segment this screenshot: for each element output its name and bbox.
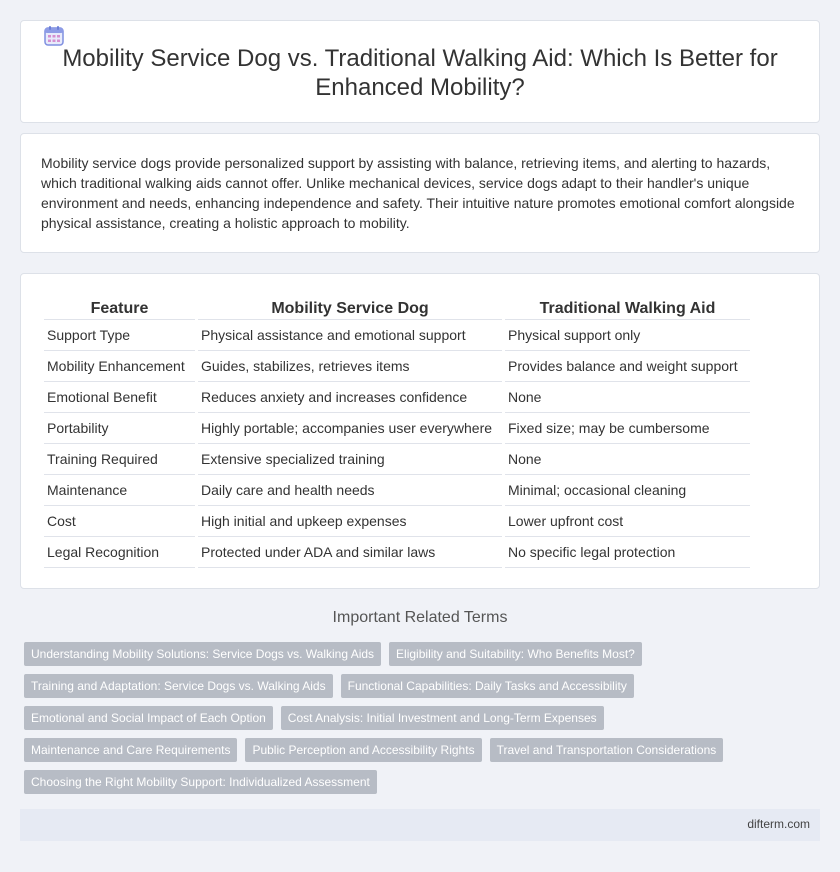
cell-service-dog: Reduces anxiety and increases confidence bbox=[198, 382, 502, 413]
table-row bbox=[44, 537, 750, 568]
cell-service-dog: Guides, stabilizes, retrieves items bbox=[198, 351, 502, 382]
related-term-link[interactable]: Functional Capabilities: Daily Tasks and Accessibility bbox=[341, 674, 634, 698]
footer-site-name[interactable]: difterm.com bbox=[747, 817, 810, 831]
cell-walking-aid: Provides balance and weight support bbox=[505, 351, 750, 382]
cell-service-dog: Highly portable; accompanies user everywhere bbox=[198, 413, 502, 444]
related-terms-heading: Important Related Terms bbox=[332, 609, 508, 626]
cell-service-dog: Protected under ADA and similar laws bbox=[198, 537, 502, 568]
table-row bbox=[44, 444, 750, 475]
cell-service-dog: Physical assistance and emotional support bbox=[198, 320, 502, 351]
cell-service-dog: High initial and upkeep expenses bbox=[198, 506, 502, 537]
table-row bbox=[44, 382, 750, 413]
cell-walking-aid: No specific legal protection bbox=[505, 537, 750, 568]
cell-service-dog: Daily care and health needs bbox=[198, 475, 502, 506]
cell-walking-aid: None bbox=[505, 382, 750, 413]
cell-feature: Portability bbox=[44, 413, 195, 444]
cell-walking-aid: Lower upfront cost bbox=[505, 506, 750, 537]
comparison-card bbox=[20, 273, 820, 589]
table-row bbox=[44, 475, 750, 506]
related-term-link[interactable]: Cost Analysis: Initial Investment and Long-Term Expenses bbox=[281, 706, 604, 730]
table-row bbox=[44, 506, 750, 537]
table-row bbox=[44, 413, 750, 444]
intro-paragraph: Mobility service dogs provide personalized support by assisting with balance, retrieving items, and alerting to hazards, which traditional walking aids cannot offer. Unlike mechanical devices, service dogs adapt to their handler's unique environment and needs, enhancing independence and safety. Their intuitive nature promotes emotional comfort alongside physical assistance, creating a holistic approach to mobility. bbox=[41, 155, 795, 231]
related-term-link[interactable]: Public Perception and Accessibility Rights bbox=[245, 738, 481, 762]
cell-feature: Training Required bbox=[44, 444, 195, 475]
related-terms-list bbox=[24, 642, 764, 794]
related-term-link[interactable]: Understanding Mobility Solutions: Service Dogs vs. Walking Aids bbox=[24, 642, 381, 666]
header-card bbox=[20, 20, 820, 123]
cell-feature: Emotional Benefit bbox=[44, 382, 195, 413]
cell-feature: Support Type bbox=[44, 320, 195, 351]
page-title: Mobility Service Dog vs. Traditional Walking Aid: Which Is Better for Enhanced Mobility? bbox=[62, 45, 778, 101]
table-row bbox=[44, 351, 750, 382]
intro-card bbox=[20, 133, 820, 253]
related-term-link[interactable]: Maintenance and Care Requirements bbox=[24, 738, 237, 762]
header-service-dog: Mobility Service Dog bbox=[198, 296, 502, 320]
related-term-link[interactable]: Eligibility and Suitability: Who Benefits Most? bbox=[389, 642, 642, 666]
related-term-link[interactable]: Travel and Transportation Considerations bbox=[490, 738, 724, 762]
cell-walking-aid: Fixed size; may be cumbersome bbox=[505, 413, 750, 444]
cell-feature: Legal Recognition bbox=[44, 537, 195, 568]
footer bbox=[20, 809, 820, 841]
header-walking-aid: Traditional Walking Aid bbox=[505, 296, 750, 320]
cell-walking-aid: None bbox=[505, 444, 750, 475]
cell-feature: Cost bbox=[44, 506, 195, 537]
cell-feature: Mobility Enhancement bbox=[44, 351, 195, 382]
table-header-row bbox=[44, 296, 750, 320]
header-feature: Feature bbox=[44, 296, 195, 320]
table-row bbox=[44, 320, 750, 351]
related-term-link[interactable]: Emotional and Social Impact of Each Option bbox=[24, 706, 273, 730]
cell-service-dog: Extensive specialized training bbox=[198, 444, 502, 475]
related-term-link[interactable]: Choosing the Right Mobility Support: Individualized Assessment bbox=[24, 770, 377, 794]
related-term-link[interactable]: Training and Adaptation: Service Dogs vs. Walking Aids bbox=[24, 674, 333, 698]
cell-walking-aid: Physical support only bbox=[505, 320, 750, 351]
cell-feature: Maintenance bbox=[44, 475, 195, 506]
cell-walking-aid: Minimal; occasional cleaning bbox=[505, 475, 750, 506]
comparison-table bbox=[41, 296, 753, 568]
